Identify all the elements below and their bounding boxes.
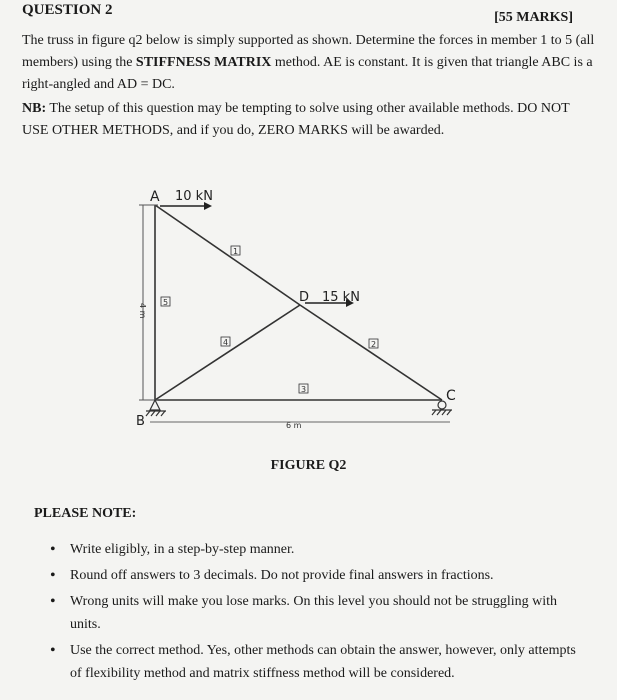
member-5-number: 5: [163, 298, 169, 307]
question-text-bold: STIFFNESS MATRIX: [135, 55, 272, 70]
node-a-label: A: [150, 189, 160, 205]
list-item: [40, 590, 580, 636]
pin-support-b: [146, 400, 166, 416]
height-dimension-label: 4 m: [138, 303, 147, 319]
member-1-line: [155, 205, 300, 305]
question-title: QUESTION 2: [22, 2, 113, 18]
width-dimension-label: 6 m: [286, 421, 302, 430]
bullet-icon: •: [50, 567, 56, 584]
note-text: Wrong units will make you lose marks. On this level you should not be struggling with units.: [70, 594, 558, 632]
question-text: [22, 30, 597, 96]
bullet-icon: •: [50, 541, 56, 558]
note-text: Write eligibly, in a step-by-step manner.: [70, 542, 295, 557]
load-a-label: 10 kN: [175, 189, 213, 204]
node-c-label: C: [446, 388, 456, 404]
member-4-line: [155, 305, 300, 400]
load-d-label: 15 kN: [322, 290, 360, 305]
member-1-number: 1: [233, 247, 239, 256]
list-item: [40, 538, 580, 561]
list-item: [40, 564, 580, 587]
nb-paragraph: [22, 98, 597, 142]
node-d-label: D: [299, 290, 310, 305]
member-2-line: [300, 305, 442, 400]
nb-label: NB:: [22, 101, 47, 116]
member-4-number: 4: [223, 338, 229, 347]
node-b-label: B: [136, 414, 145, 429]
question-text-post: method. AE is constant. It is given that triangle ABC is a right-angled and AD = DC.: [22, 55, 593, 92]
question-marks: [55 MARKS]: [494, 10, 573, 25]
bullet-icon: •: [50, 593, 56, 610]
notes-title: PLEASE NOTE:: [34, 506, 137, 521]
question-text-pre: The truss in figure q2 below is simply supported as shown. Determine the forces in member 1 to 5 (all members) using the: [22, 33, 595, 70]
member-2-number: 2: [371, 340, 377, 349]
member-3-number: 3: [301, 385, 307, 394]
notes-list: [40, 538, 580, 688]
truss-diagram: [0, 180, 617, 480]
nb-text: The setup of this question may be tempting to solve using other available methods. DO NOT USE OTHER METHODS, and if you do, ZERO MARKS will be awarded.: [22, 101, 570, 138]
list-item: [40, 639, 580, 685]
note-text: Round off answers to 3 decimals. Do not provide final answers in fractions.: [70, 568, 494, 583]
note-text: Use the correct method. Yes, other methods can obtain the answer, however, only attempts of flexibility method and matrix stiffness method will be considered.: [70, 643, 576, 681]
figure-caption: FIGURE Q2: [270, 458, 347, 473]
bullet-icon: •: [50, 642, 56, 659]
question-body: [22, 30, 597, 142]
truss-figure: [0, 180, 617, 480]
